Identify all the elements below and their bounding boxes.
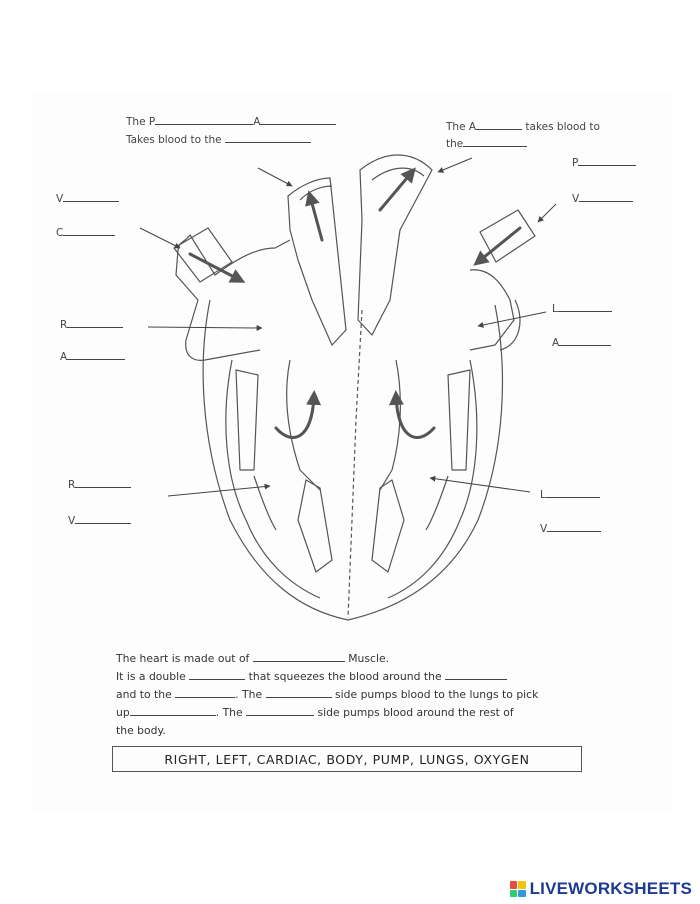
blank-field[interactable]	[476, 118, 522, 130]
blank-field[interactable]	[558, 300, 612, 312]
pointer-right-atrium	[148, 327, 262, 328]
liveworksheets-brand	[510, 880, 692, 898]
flow-arrow-aorta	[380, 172, 412, 210]
blank-field[interactable]	[175, 686, 235, 698]
label-right-4: A	[552, 334, 611, 350]
blank-field[interactable]	[463, 135, 527, 147]
pointer-vena-cava	[140, 228, 180, 248]
paragraph-line: It is a double that squeezes the blood around the	[116, 668, 586, 686]
septum	[348, 310, 362, 618]
blank-field[interactable]	[189, 668, 245, 680]
label-pulmonary-artery-destination: Takes blood to the	[126, 131, 311, 147]
blank-field[interactable]	[445, 668, 507, 680]
blank-field[interactable]	[246, 704, 314, 716]
blank-field[interactable]	[253, 650, 345, 662]
heart-outline	[203, 300, 502, 620]
label-right-3: L	[552, 300, 612, 316]
label-pulmonary-artery: The P A	[126, 113, 336, 129]
paragraph-line: up . The side pumps blood around the rest of	[116, 706, 514, 719]
label-left-1: V	[56, 190, 119, 206]
flow-arrow-left-ventricle	[396, 396, 434, 437]
paragraph-line: The heart is made out of Muscle.	[116, 652, 390, 665]
label-aorta: The A takes blood to	[446, 118, 600, 134]
liveworksheets-logo-icon	[510, 881, 526, 897]
pointer-pulmonary-vein	[538, 204, 556, 222]
blank-field[interactable]	[67, 348, 125, 360]
blank-field[interactable]	[578, 154, 636, 166]
paragraph-line: the body.	[116, 724, 166, 737]
pointer-pulmonary-artery	[258, 168, 292, 186]
blank-field[interactable]	[260, 113, 336, 125]
flow-arrow-pulmonary-artery	[310, 196, 322, 240]
label-left-2: C	[56, 224, 115, 240]
flow-arrow-vena-cava	[190, 254, 240, 280]
flow-arrow-pulmonary-vein	[478, 228, 520, 262]
word-bank	[112, 746, 582, 772]
label-left-3: R	[60, 316, 123, 332]
blank-field[interactable]	[225, 131, 311, 143]
pulmonary-artery	[288, 178, 346, 345]
pointer-aorta	[438, 158, 472, 172]
label-left-4: A	[60, 348, 125, 364]
blank-field[interactable]	[546, 486, 600, 498]
blank-field[interactable]	[130, 704, 216, 716]
blank-field[interactable]	[75, 512, 131, 524]
blank-field[interactable]	[155, 113, 253, 125]
brand-name: LIVEWORKSHEETS	[529, 879, 692, 898]
label-left-5: R	[68, 476, 131, 492]
label-right-2: V	[572, 190, 633, 206]
blank-field[interactable]	[266, 686, 332, 698]
blank-field[interactable]	[579, 190, 633, 202]
label-right-5: L	[540, 486, 600, 502]
fill-in-paragraph	[116, 650, 586, 740]
blank-field[interactable]	[63, 190, 119, 202]
blank-field[interactable]	[63, 224, 115, 236]
pointer-left-atrium	[478, 312, 546, 326]
label-right-6: V	[540, 520, 601, 536]
blank-field[interactable]	[75, 476, 131, 488]
blank-field[interactable]	[547, 520, 601, 532]
label-right-1: P	[572, 154, 636, 170]
flow-arrow-right-ventricle	[276, 396, 314, 437]
word-bank-text: RIGHT, LEFT, CARDIAC, BODY, PUMP, LUNGS, OXYGEN	[164, 751, 530, 767]
label-left-6: V	[68, 512, 131, 528]
label-aorta-destination: the	[446, 135, 527, 151]
aorta	[358, 155, 432, 335]
paragraph-line: and to the . The side pumps blood to the lungs to pick	[116, 688, 539, 701]
blank-field[interactable]	[67, 316, 123, 328]
blank-field[interactable]	[559, 334, 611, 346]
